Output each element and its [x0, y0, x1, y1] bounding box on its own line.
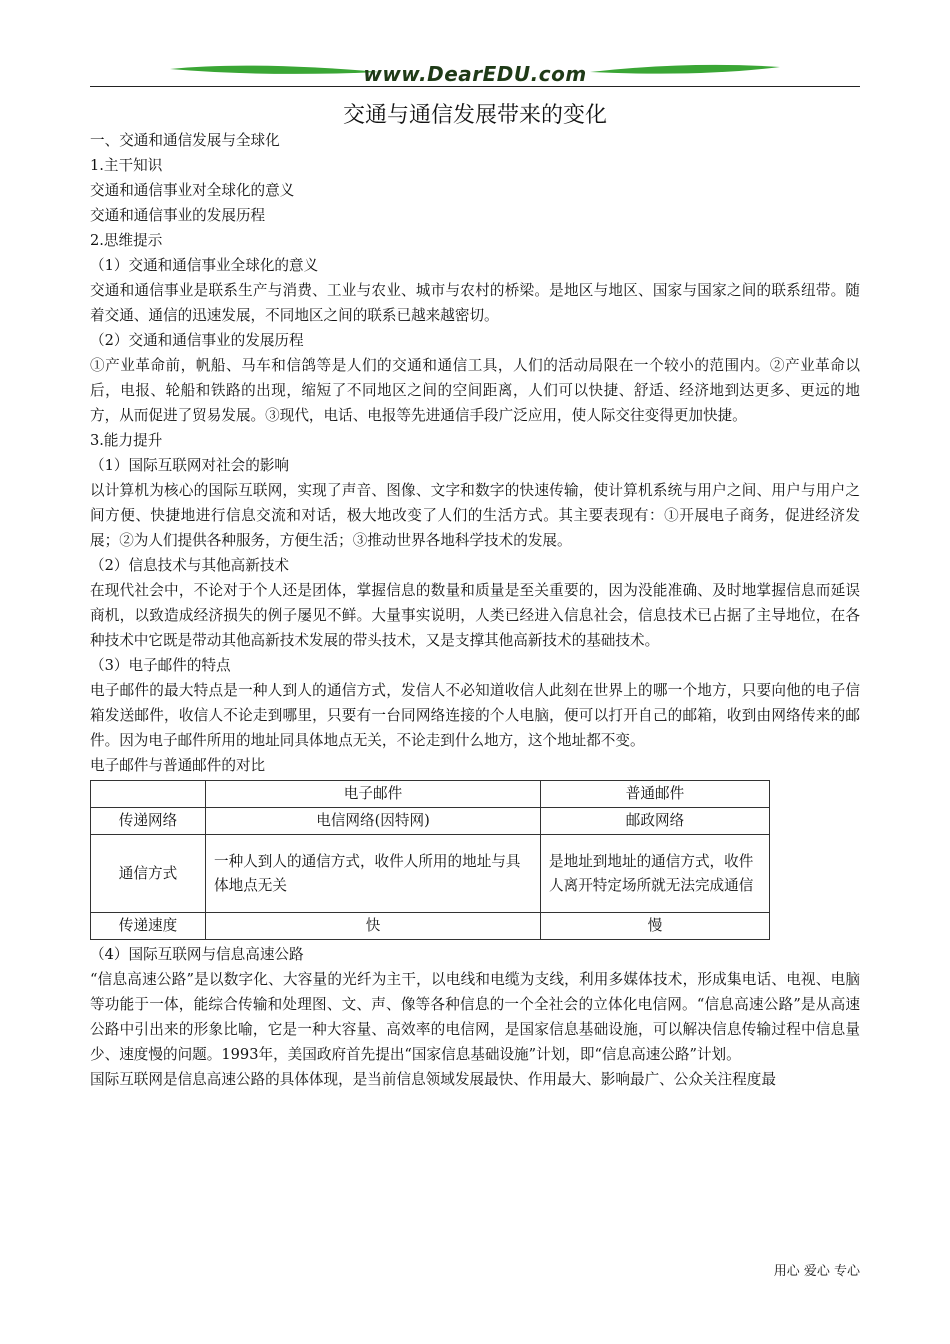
paragraph: 在现代社会中，不论对于个人还是团体，掌握信息的数量和质量是至关重要的，因为没能准确、及时地掌握信息而延误商机，以致造成经济损失的例子屡见不鲜。大量事实说明，人类已经进入信息社会，信息技术已占据了主导地位，在各种技术中它既是带动其他高新技术发展的带头技术，又是支撑其他高新技术的基础技术。 — [90, 582, 860, 649]
item-heading: （1）国际互联网对社会的影响 — [90, 457, 290, 474]
table-cell: 慢 — [541, 913, 770, 940]
table-cell: 邮政网络 — [541, 808, 770, 835]
text-line: 交通和通信事业的发展历程 — [90, 207, 266, 224]
header-rule — [90, 86, 860, 87]
paragraph: 国际互联网是信息高速公路的具体体现，是当前信息领域发展最快、作用最大、影响最广、公众关注程度最 — [90, 1071, 776, 1088]
subsection-heading: 2.思维提示 — [90, 232, 163, 249]
table-cell: 传递速度 — [91, 913, 206, 940]
section-heading: 一、交通和通信发展与全球化 — [90, 132, 280, 149]
table-cell: 传递网络 — [91, 808, 206, 835]
subsection-heading: 3.能力提升 — [90, 432, 163, 449]
table-cell: 快 — [206, 913, 541, 940]
table-row — [91, 835, 770, 913]
table-cell: 电信网络(因特网) — [206, 808, 541, 835]
item-heading: （4）国际互联网与信息高速公路 — [90, 946, 304, 963]
table-cell: 是地址到地址的通信方式，收件人离开特定场所就无法完成通信 — [541, 835, 770, 913]
paragraph: 电子邮件的最大特点是一种人到人的通信方式，发信人不必知道收信人此刻在世界上的哪一个地方，只要向他的电子信箱发送邮件，收信人不论走到哪里，只要有一台同网络连接的个人电脑，便可以打开自己的邮箱，收到由网络传来的邮件。因为电子邮件所用的地址同具体地点无关，不论走到什么地方，这个地址都不变。 — [90, 682, 860, 749]
paragraph: “信息高速公路”是以数字化、大容量的光纤为主干，以电线和电缆为支线，利用多媒体技术，形成集电话、电视、电脑等功能于一体，能综合传输和处理图、文、声、像等各种信息的一个全社会的立体化电信网。“信息高速公路”是从高速公路中引出来的形象比喻，它是一种大容量、高效率的电信网，是国家信息基础设施，可以解决信息传输过程中信息量少、速度慢的问题。1993年，美国政府首先提出“国家信息基础设施”计划，即“信息高速公路”计划。 — [90, 971, 860, 1063]
table-cell: 通信方式 — [91, 835, 206, 913]
table-header-row — [91, 781, 770, 808]
site-logo[interactable]: www.DearEDU.com — [363, 62, 587, 86]
document-body — [90, 128, 860, 1092]
table-row — [91, 913, 770, 940]
table-header-cell: 普通邮件 — [541, 781, 770, 808]
table-row — [91, 808, 770, 835]
item-heading: （2）交通和通信事业的发展历程 — [90, 332, 304, 349]
table-caption: 电子邮件与普通邮件的对比 — [90, 757, 266, 774]
paragraph: ①产业革命前，帆船、马车和信鸽等是人们的交通和通信工具，人们的活动局限在一个较小的范围内。②产业革命以后，电报、轮船和铁路的出现，缩短了不同地区之间的空间距离，人们可以快捷、舒适、经济地到达更多、更远的地方，从而促进了贸易发展。③现代，电话、电报等先进通信手段广泛应用，使人际交往变得更加快捷。 — [90, 357, 860, 424]
table-header-cell — [91, 781, 206, 808]
document-title: 交通与通信发展带来的变化 — [342, 103, 607, 128]
paragraph: 以计算机为核心的国际互联网，实现了声音、图像、文字和数字的快速传输，使计算机系统与用户之间、用户与用户之间方便、快捷地进行信息交流和对话，极大地改变了人们的生活方式。其主要表现有：①开展电子商务，促进经济发展；②为人们提供各种服务，方便生活；③推动世界各地科学技术的发展。 — [90, 482, 860, 549]
table-cell: 一种人到人的通信方式，收件人所用的地址与具体地点无关 — [206, 835, 541, 913]
paragraph: 交通和通信事业是联系生产与消费、工业与农业、城市与农村的桥梁。是地区与地区、国家与国家之间的联系纽带。随着交通、通信的迅速发展，不同地区之间的联系已越来越密切。 — [90, 282, 860, 324]
item-heading: （2）信息技术与其他高新技术 — [90, 557, 290, 574]
item-heading: （3）电子邮件的特点 — [90, 657, 231, 674]
text-line: 交通和通信事业对全球化的意义 — [90, 182, 295, 199]
page-footer: 用心 爱心 专心 — [773, 1264, 860, 1279]
comparison-table — [90, 780, 770, 940]
subsection-heading: 1.主干知识 — [90, 157, 163, 174]
table-header-cell: 电子邮件 — [206, 781, 541, 808]
item-heading: （1）交通和通信事业全球化的意义 — [90, 257, 319, 274]
